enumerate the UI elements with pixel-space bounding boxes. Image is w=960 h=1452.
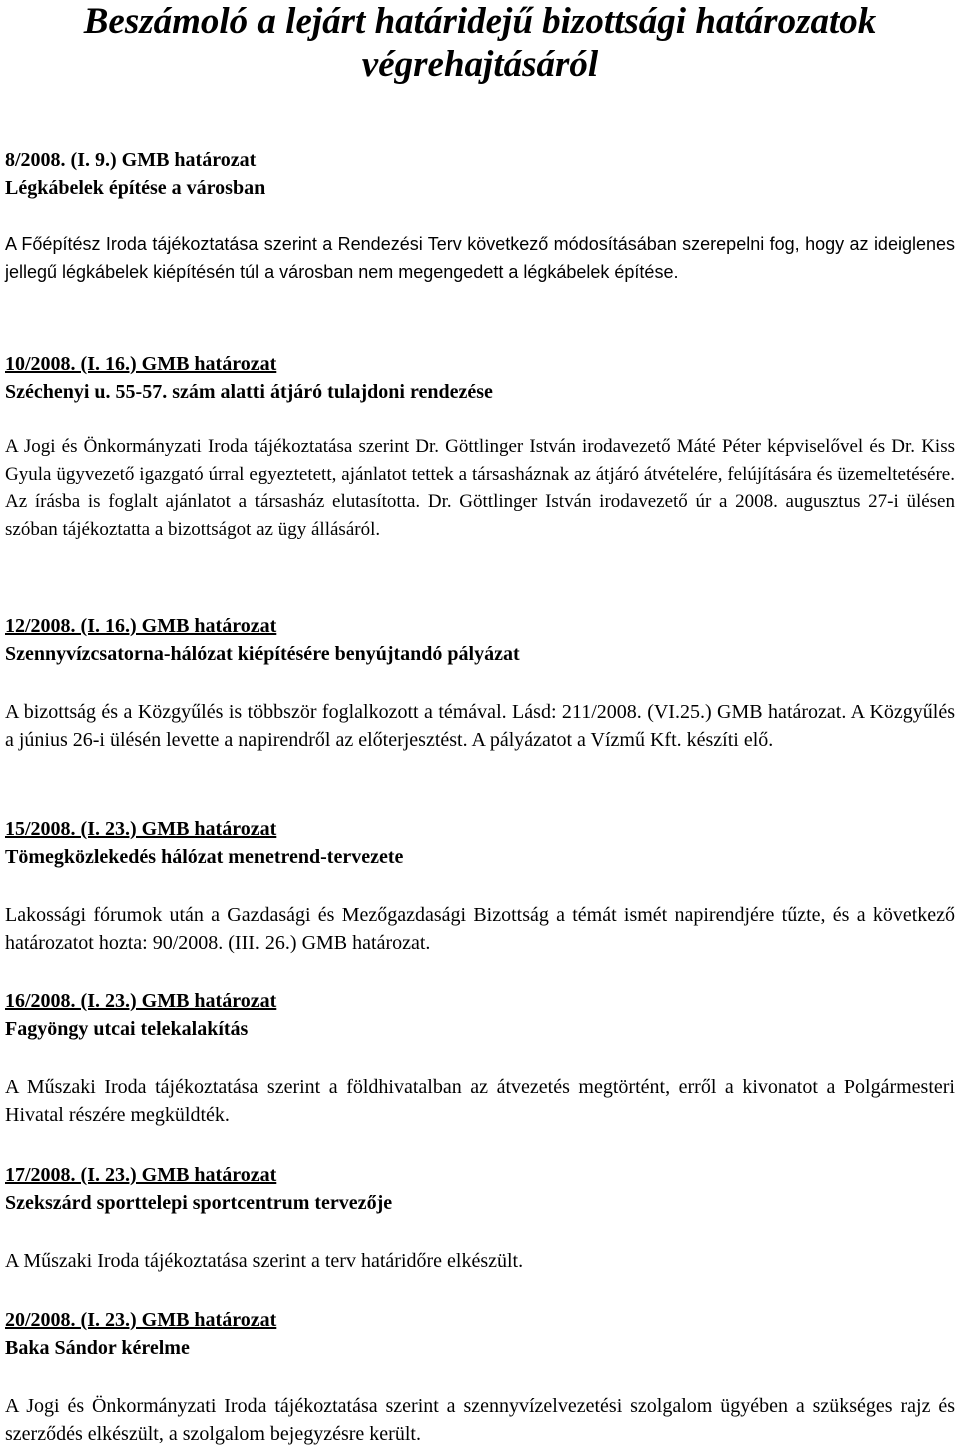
resolution-number: 20/2008. (I. 23.) GMB határozat	[5, 1309, 277, 1331]
resolution-section-12-2008	[5, 612, 955, 754]
resolution-section-15-2008	[5, 815, 955, 957]
resolution-section-17-2008	[5, 1161, 955, 1275]
resolution-number: 10/2008. (I. 16.) GMB határozat	[5, 353, 277, 375]
resolution-number: 8/2008. (I. 9.) GMB határozat	[5, 149, 257, 171]
resolution-number: 16/2008. (I. 23.) GMB határozat	[5, 990, 277, 1012]
document-title-line-1: Beszámoló a lejárt határidejű bizottsági határozatok	[83, 1, 877, 42]
resolution-subject: Fagyöngy utcai telekalakítás	[5, 1018, 249, 1040]
resolution-number: 17/2008. (I. 23.) GMB határozat	[5, 1164, 277, 1186]
resolution-section-16-2008	[5, 987, 955, 1129]
resolution-subject: Baka Sándor kérelme	[5, 1337, 190, 1359]
resolution-subject: Széchenyi u. 55-57. szám alatti átjáró tulajdoni rendezése	[5, 381, 493, 403]
resolution-section-20-2008	[5, 1306, 955, 1448]
document-title-line-2: végrehajtásáról	[361, 44, 599, 85]
document-title	[0, 0, 960, 86]
resolution-subject: Légkábelek építése a városban	[5, 177, 266, 199]
resolution-section-8-2008	[5, 146, 955, 286]
resolution-subject: Tömegközlekedés hálózat menetrend-tervezete	[5, 846, 404, 868]
resolution-report-text: A Jogi és Önkormányzati Iroda tájékoztatása szerint a szennyvízelvezetési szolgalom ügyében a szükséges rajz és szerződés elkészült, a szolgalom bejegyzésre került.	[5, 1395, 955, 1445]
resolution-number: 15/2008. (I. 23.) GMB határozat	[5, 818, 277, 840]
resolution-number: 12/2008. (I. 16.) GMB határozat	[5, 615, 277, 637]
resolution-subject: Szekszárd sporttelepi sportcentrum tervezője	[5, 1192, 393, 1214]
resolution-report-text: A Főépítész Iroda tájékoztatása szerint a Rendezési Terv következő módosításában szerepelni fog, hogy az ideiglenes jellegű légkábelek kiépítésén túl a városban nem megengedett a légkábelek építése.	[5, 234, 955, 282]
resolution-report-text: Lakossági fórumok után a Gazdasági és Mezőgazdasági Bizottság a témát ismét napirendjére tűzte, és a következő határozatot hozta: 90/2008. (III. 26.) GMB határozat.	[5, 904, 955, 954]
resolution-report-text: A Műszaki Iroda tájékoztatása szerint a terv határidőre elkészült.	[5, 1250, 524, 1272]
resolution-report-text: A Műszaki Iroda tájékoztatása szerint a földhivatalban az átvezetés megtörtént, erről a kivonatot a Polgármesteri Hivatal részére megküldték.	[5, 1076, 955, 1126]
resolution-report-text: A bizottság és a Közgyűlés is többször foglalkozott a témával. Lásd: 211/2008. (VI.25.) GMB határozat. A Közgyűlés a június 26-i ülésén levette a napirendről az előterjesztést. A pályázatot a Vízmű Kft. készíti elő.	[5, 701, 955, 751]
resolution-subject: Szennyvízcsatorna-hálózat kiépítésére benyújtandó pályázat	[5, 643, 520, 665]
resolution-report-text: A Jogi és Önkormányzati Iroda tájékoztatása szerint Dr. Göttlinger István irodavezető Máté Péter képviselővel és Dr. Kiss Gyula ügyvezető igazgató úrral egyeztetett, ajánlatot tettek a társasháznak az átjáró átvételére, felújítására és üzemeltetésére. Az írásba is foglalt ajánlatot a társasház elutasította. Dr. Göttlinger István irodavezető úr a 2008. augusztus 27-i ülésen szóban tájékoztatta a bizottságot az ügy állásáról.	[5, 436, 955, 540]
resolution-section-10-2008	[5, 350, 955, 543]
